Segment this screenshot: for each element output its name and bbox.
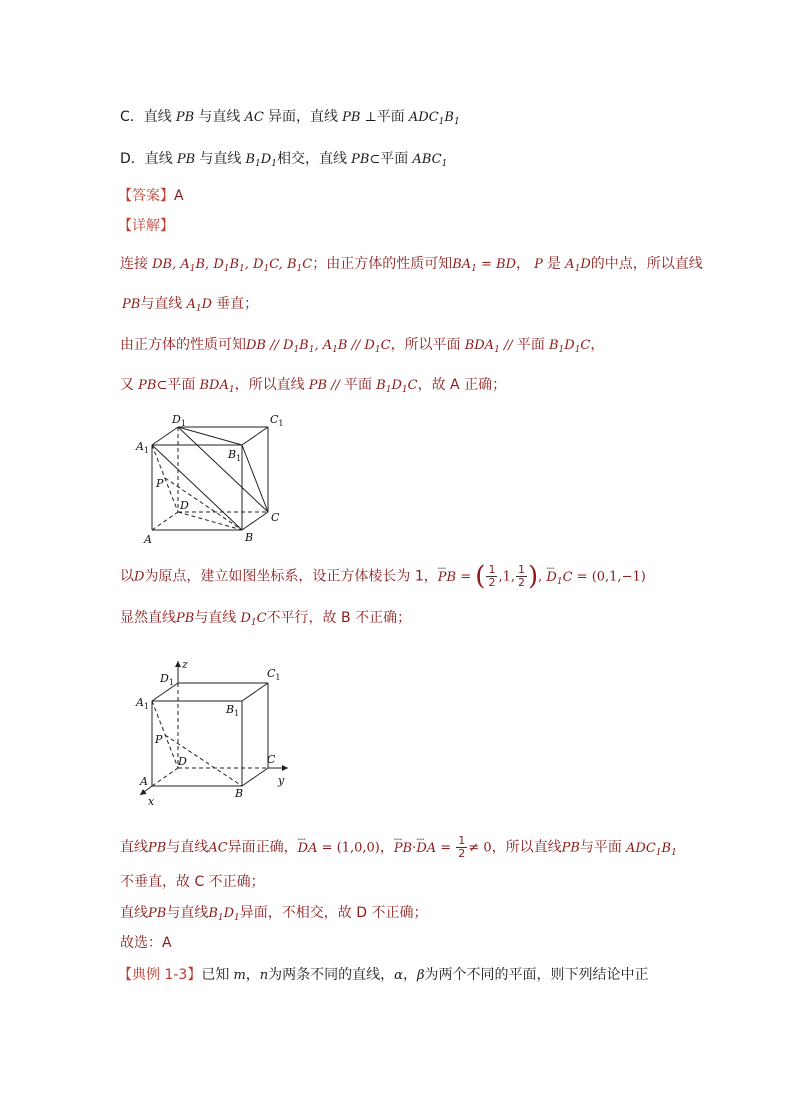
option-d: D．直线 PB 与直线 $B_1D_1$相交，直线 PB⊂平面 $ABC_1$ bbox=[120, 151, 448, 169]
label-y: y bbox=[278, 774, 285, 787]
edge-a1-d1 bbox=[152, 427, 178, 445]
label-p: P bbox=[155, 733, 163, 746]
solution-line-1: 连接 DB, $A_1B$, $D_1B_1$, $D_1C$, $B_1C$；由正方体的性质可知$BA_1$ = BD， P 是 $A_1D$的中点，所以直线 bbox=[120, 256, 703, 274]
solution-line-6: 显然直线PB与直线 $D_1C$不平行，故 B 不正确； bbox=[120, 610, 412, 628]
label-b1: $B_1$ bbox=[228, 448, 242, 463]
label-c1: $C_1$ bbox=[267, 667, 281, 682]
label-c1: $C_1$ bbox=[270, 413, 284, 428]
label-c: C bbox=[267, 753, 276, 766]
label-d: D bbox=[180, 499, 189, 512]
edge-b-c bbox=[242, 768, 268, 786]
option-c: C．直线 PB 与直线 AC 异面，直线 PB ⊥平面 $ADC_1B_1$ bbox=[120, 109, 460, 127]
solution-line-9: 直线PB与直线$B_1D_1$异面，不相交，故 D 不正确； bbox=[120, 905, 428, 923]
solution-line-10: 故选：A bbox=[120, 935, 172, 951]
label-b: B bbox=[235, 787, 244, 800]
label-b: B bbox=[245, 531, 254, 544]
hidden-a-d bbox=[152, 768, 178, 786]
cube-figure-2 bbox=[130, 655, 300, 810]
label-d: D bbox=[178, 755, 187, 768]
edge-b1-c1 bbox=[242, 427, 268, 445]
label-a: A bbox=[140, 775, 148, 788]
label-a1: $A_1$ bbox=[136, 440, 150, 455]
edge-b1-c1 bbox=[242, 683, 268, 701]
math-pb: PB bbox=[171, 110, 199, 125]
label-z: z bbox=[182, 658, 188, 671]
example-1-3: 【典例 1-3】已知 m，n为两条不同的直线，α，β为两个不同的平面，则下列结论中正 bbox=[118, 967, 649, 983]
cube-figure-1 bbox=[130, 408, 290, 548]
answer-line: 【答案】A bbox=[118, 188, 184, 204]
edge-a1-d1 bbox=[152, 683, 178, 701]
label-p: P bbox=[156, 477, 164, 490]
label-a1: $A_1$ bbox=[136, 696, 150, 711]
label-b1: $B_1$ bbox=[226, 703, 240, 718]
solution-line-5: 以D为原点，建立如图坐标系，设正方体棱长为 1，←→ PB = ( $\frac{1}{2}$ ,1, $\frac{1}{2}$ ), ←→ $D_1C = (0,1,-1)$ bbox=[120, 564, 646, 592]
diag-b1-c bbox=[242, 445, 268, 512]
solution-line-8: 不垂直，故 C 不正确； bbox=[120, 874, 265, 890]
solution-line-2: PB与直线 $A_1D$ 垂直； bbox=[122, 296, 259, 314]
label-x: x bbox=[148, 795, 155, 808]
detail-heading: 【详解】 bbox=[118, 218, 174, 234]
label-d1: $D_1$ bbox=[160, 672, 174, 687]
label-a: A bbox=[144, 533, 152, 546]
solution-line-3: 由正方体的性质可知DB // $D_1B_1$, $A_1B // D_1C$，所以平面 $BDA_1$ // 平面 $B_1D_1C$， bbox=[120, 337, 605, 355]
hidden-p-b bbox=[165, 478, 242, 530]
edge-b-c bbox=[242, 512, 268, 530]
hidden-a-d bbox=[152, 512, 178, 530]
label-c: C bbox=[271, 511, 280, 524]
solution-line-4: 又 PB⊂平面 $BDA_1$，所以直线 PB // 平面 $B_1D_1C$，故 A 正确； bbox=[120, 377, 507, 395]
solution-line-7: 直线PB与直线AC异面正确，←→ DA = (1,0,0)，←→ PB·←→ DA = $\frac{1}{2}$ ≠ 0，所以直线PB与平面 $ADC_1B_1$ bbox=[120, 835, 677, 863]
hidden-p-b bbox=[165, 735, 242, 786]
label-d1: $D_1$ bbox=[172, 413, 186, 428]
